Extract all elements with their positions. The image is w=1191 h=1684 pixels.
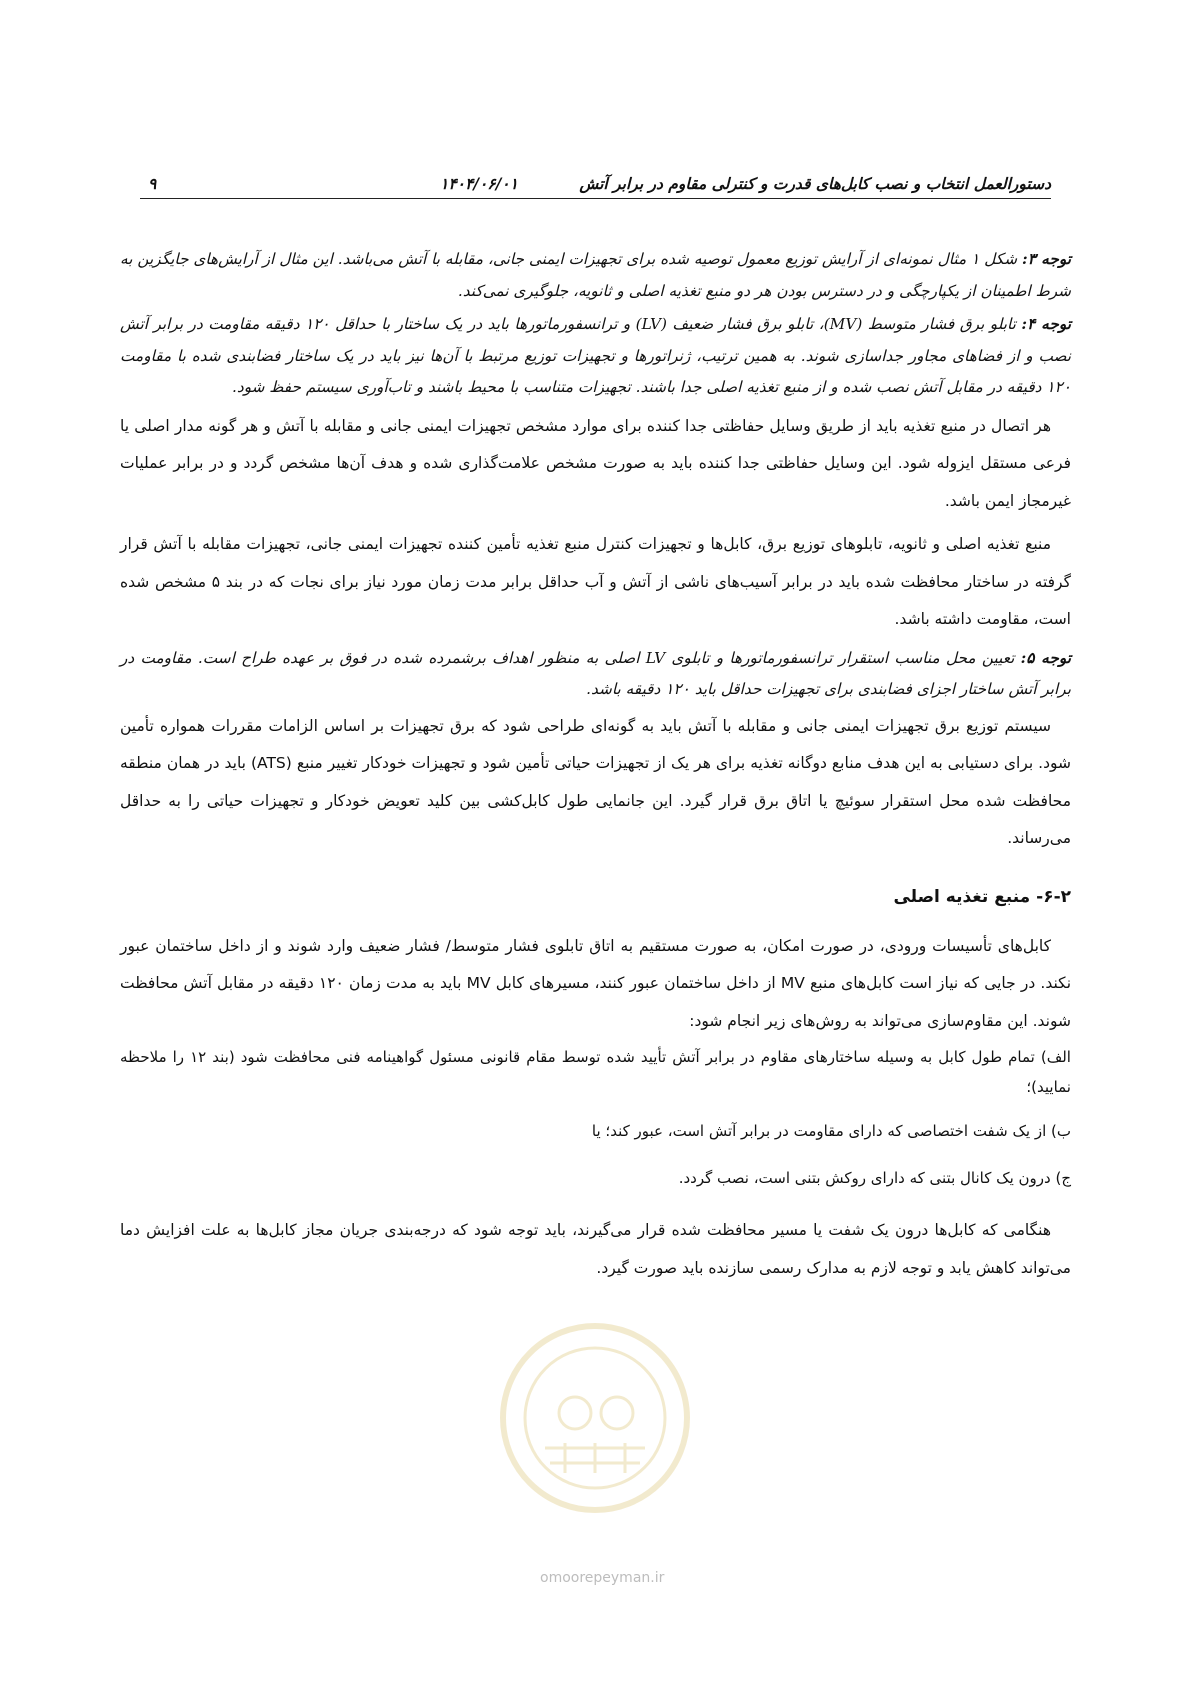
list-item-b: ب) از یک شفت اختصاصی که دارای مقاومت در برابر آتش است، عبور کند؛ یا bbox=[591, 1122, 1071, 1140]
note-4-text: تابلو برق فشار متوسط (MV)، تابلو برق فشار ضعیف (LV) و ترانسفورماتورها باید در یک ساختار با حداقل ۱۲۰ دقیقه مقاومت در برابر آتش نصب و از فضاهای مجاور جداسازی شوند. به همین ترتیب، ژنراتورها و تجهیزات توزیع مرتبط با آن‌ها نیز باید در یک ساختار فضابندی شده با مقاومت ۱۲۰ دقیقه در مقابل آتش نصب شده و از منبع تغذیه اصلی جدا باشند. تجهیزات متناسب با محیط باشند و تاب‌آوری سیستم حفظ شود. bbox=[120, 315, 1071, 396]
note-4 bbox=[120, 309, 1071, 404]
page-number: ۹ bbox=[148, 174, 157, 193]
note-3-label: توجه ۳: bbox=[1021, 250, 1071, 268]
paragraph-2: منبع تغذیه اصلی و ثانویه، تابلوهای توزیع برق، کابل‌ها و تجهیزات کنترل منبع تغذیه تأمین کننده تجهیزات ایمنی جانی، تجهیزات مقابله با آتش قرار گرفته در ساختار محافظت شده باید در برابر آسیب‌های ناشی از آتش و آب حداقل برابر مدت زمان مورد نیاز برای نجات که در بند ۵ مشخص شده است، مقاومت داشته باشد. bbox=[120, 535, 1071, 628]
watermark-url: omoorepeyman.ir bbox=[540, 1570, 665, 1586]
note-5-label: توجه ۵: bbox=[1020, 648, 1071, 667]
list-item-c: ج) درون یک کانال بتنی که دارای روکش بتنی است، نصب گردد. bbox=[678, 1169, 1071, 1187]
paragraph-5: هنگامی که کابل‌ها درون یک شفت یا مسیر محافظت شده قرار می‌گیرند، باید توجه شود که درجه‌بندی جریان مجاز کابل‌ها به علت افزایش دما می‌تواند کاهش یابد و توجه لازم به مدارک رسمی سازنده باید صورت گیرد. bbox=[120, 1221, 1071, 1277]
header-date: ۱۴۰۴/۰۶/۰۱ bbox=[440, 174, 518, 193]
paragraph-3: سیستم توزیع برق تجهیزات ایمنی جانی و مقابله با آتش باید به گونه‌ای طراحی شود که برق تجهیزات بر اساس الزامات مقررات همواره تأمین شود. برای دستیابی به این هدف منابع دوگانه تغذیه برای هر یک از تجهیزات حیاتی تأمین شود و تجهیزات خودکار تغییر منبع (ATS) باید در همان منطقه محافظت شده محل استقرار سوئیچ یا اتاق برق قرار گیرد. این جانمایی طول کابل‌کشی بین کلید تعویض خودکار و تجهیزات حیاتی را به حداقل می‌رساند. bbox=[120, 716, 1071, 847]
list-item-a: الف) تمام طول کابل به وسیله ساختارهای مقاوم در برابر آتش تأیید شده توسط مقام قانونی مسئول گواهینامه فنی محافظت شود (بند ۱۲ را ملاحظه نمایید)؛ bbox=[120, 1048, 1071, 1096]
paragraph-4: کابل‌های تأسیسات ورودی، در صورت امکان، به صورت مستقیم به اتاق تابلوی فشار متوسط/ فشار ضعیف وارد شوند و از داخل ساختمان عبور نکند. در جایی که نیاز است کابل‌های منبع MV از داخل ساختمان عبور کنند، مسیرهای کابل MV باید به مدت زمان ۱۲۰ دقیقه در مقابل آتش محافظت شوند. این مقاوم‌سازی می‌تواند به روش‌های زیر انجام شود: bbox=[120, 936, 1072, 1030]
page-header bbox=[140, 170, 1051, 196]
note-5-text: تعیین محل مناسب استقرار ترانسفورماتورها و تابلوی LV اصلی به منظور اهداف برشمرده شده در فوق بر عهده طراح است. مقاومت در برابر آتش ساختار اجزای فضابندی برای تجهیزات حداقل باید ۱۲۰ دقیقه باشد. bbox=[120, 648, 1071, 698]
seal-watermark-icon bbox=[495, 1318, 695, 1518]
note-3 bbox=[120, 244, 1071, 307]
paragraph-1: هر اتصال در منبع تغذیه باید از طریق وسایل حفاظتی جدا کننده برای موارد مشخص تجهیزات ایمنی جانی و مقابله با آتش و هر گونه مدار اصلی یا فرعی مستقل ایزوله شود. این وسایل حفاظتی جدا کننده باید به صورت مشخص علامت‌گذاری شده و هدف آن‌ها مشخص گردد و در برابر عملیات غیرمجاز ایمن باشد. bbox=[120, 416, 1071, 510]
page-body bbox=[120, 244, 1071, 1287]
note-5 bbox=[120, 643, 1071, 706]
section-heading: ۶-۲- منبع تغذیه اصلی bbox=[893, 886, 1071, 907]
header-rule bbox=[140, 198, 1051, 199]
note-4-label: توجه ۴: bbox=[1021, 315, 1071, 333]
header-title: دستورالعمل انتخاب و نصب کابل‌های قدرت و کنترلی مقاوم در برابر آتش bbox=[579, 174, 1051, 193]
note-3-text: شکل ۱ مثال نمونه‌ای از آرایش توزیع معمول توصیه شده برای تجهیزات ایمنی جانی، مقابله با آتش می‌باشد. این مثال از آرایش‌های جایگزین به شرط اطمینان از یکپارچگی و در دسترس بودن هر دو منبع تغذیه اصلی و ثانویه، جلوگیری نمی‌کند. bbox=[120, 250, 1071, 300]
